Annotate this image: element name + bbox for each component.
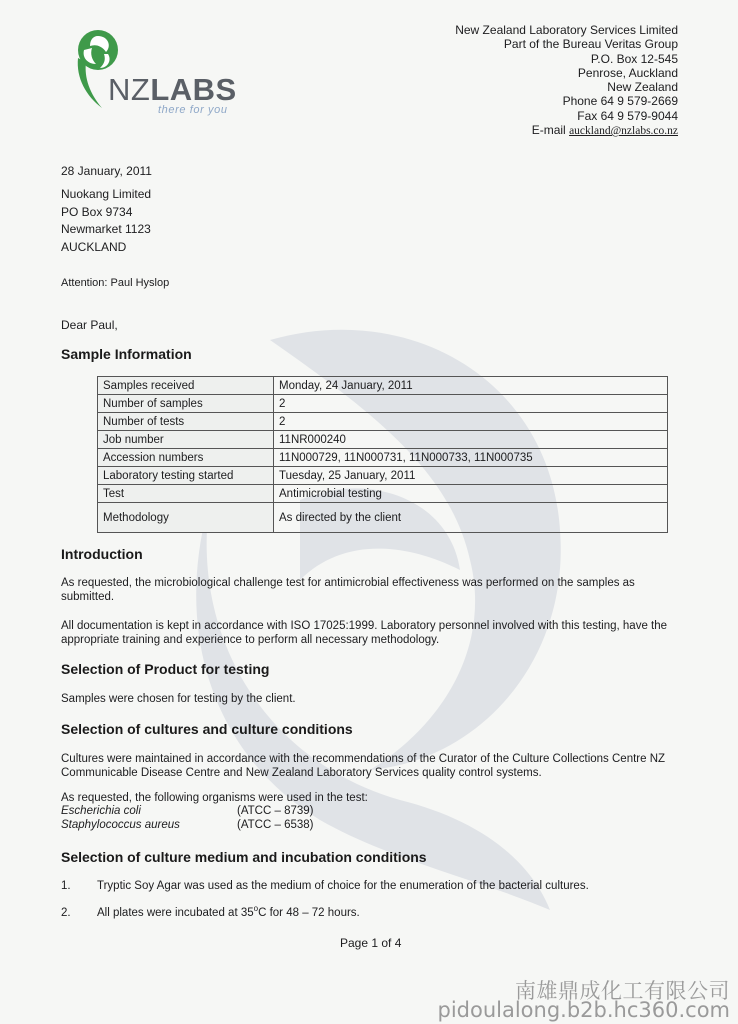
row-label: Laboratory testing started [98,467,274,485]
row-value: Tuesday, 25 January, 2011 [274,467,668,485]
table-row [98,449,668,467]
list-item [61,880,589,892]
table-row [98,485,668,503]
list-number: 1. [61,880,71,892]
nzlabs-logo [66,28,251,124]
row-label: Methodology [98,503,274,533]
recipient-address [61,186,151,256]
list-text: Tryptic Soy Agar was used as the medium of choice for the enumeration of the bacterial cultures. [97,880,589,892]
row-value: Antimicrobial testing [274,485,668,503]
row-value: As directed by the client [274,503,668,533]
row-label: Test [98,485,274,503]
organism-name: Escherichia coli [61,805,141,817]
introduction-heading: Introduction [61,546,143,562]
logo-wordmark: NZLABS [108,72,237,107]
product-selection-heading: Selection of Product for testing [61,661,270,677]
list-text: All plates were incubated at 35$^o$C for 48 – 72 hours. [97,904,360,919]
list-item [61,904,360,919]
greeting: Dear Paul, [61,318,118,332]
row-label: Samples received [98,377,274,395]
introduction-paragraph: As requested, the microbiological challenge test for antimicrobial effectiveness was performed on the samples as submitted. [61,577,635,603]
company-line: New Zealand [607,80,678,95]
cultures-heading: Selection of cultures and culture conditions [61,721,353,737]
row-label: Number of samples [98,395,274,413]
logo-tagline: there for you [158,104,228,116]
recipient-line: Newmarket 1123 [61,222,151,236]
table-row [98,467,668,485]
row-label: Accession numbers [98,449,274,467]
sample-information-table [97,376,668,533]
sample-information-heading: Sample Information [61,346,192,362]
row-value: 2 [274,395,668,413]
table-row [98,395,668,413]
product-selection-paragraph: Samples were chosen for testing by the client. [61,693,296,705]
organism-atcc: (ATCC – 6538) [237,818,314,831]
table-row [98,413,668,431]
cultures-paragraph: Cultures were maintained in accordance with the recommendations of the Curator of the Culture Collections Centre NZ Communicable Disease Centre and New Zealand Laboratory Services quality control systems. [61,753,666,779]
organism-name: Staphylococcus aureus [61,818,180,831]
company-phone: Phone 64 9 579-2669 [562,94,678,109]
company-email-row [455,123,678,138]
introduction-paragraph: All documentation is kept in accordance with ISO 17025:1999. Laboratory personnel involved with this testing, have the appropriate training and experience to perform all necessary methodology. [61,620,668,646]
row-value: Monday, 24 January, 2011 [274,377,668,395]
company-line: Part of the Bureau Veritas Group [503,37,678,52]
recipient-line: PO Box 9734 [61,204,133,219]
row-value: 11NR000240 [274,431,668,449]
page-number: Page 1 of 4 [340,936,402,950]
company-line: New Zealand Laboratory Services Limited [455,23,678,37]
table-row [98,431,668,449]
company-fax: Fax 64 9 579-9044 [577,108,678,123]
organism-row [61,819,313,833]
attention-line: Attention: Paul Hyslop [61,277,170,289]
organism-row [61,805,313,819]
company-address [455,23,678,138]
table-row [98,377,668,395]
organisms-list [61,805,313,832]
table-row [98,503,668,533]
letter-date: 28 January, 2011 [61,164,152,178]
email-link[interactable]: auckland@nzlabs.co.nz [569,125,678,138]
list-number: 2. [61,907,71,919]
footer-url: pidoulalong.b2b.hc360.com [437,998,730,1022]
medium-heading: Selection of culture medium and incubation conditions [61,849,427,865]
organism-atcc: (ATCC – 8739) [237,805,314,817]
footer-company-name: 南雄鼎成化工有限公司 [515,979,730,1003]
company-line: Penrose, Auckland [577,65,678,80]
email-label: E-mail [531,123,566,138]
row-label: Job number [98,431,274,449]
recipient-line: AUCKLAND [61,239,127,254]
organisms-lead: As requested, the following organisms were used in the test: [61,792,368,804]
recipient-line: Nuokang Limited [61,187,152,201]
row-value: 2 [274,413,668,431]
row-value: 11N000729, 11N000731, 11N000733, 11N000735 [274,449,668,467]
company-line: P.O. Box 12-545 [590,51,678,66]
row-label: Number of tests [98,413,274,431]
